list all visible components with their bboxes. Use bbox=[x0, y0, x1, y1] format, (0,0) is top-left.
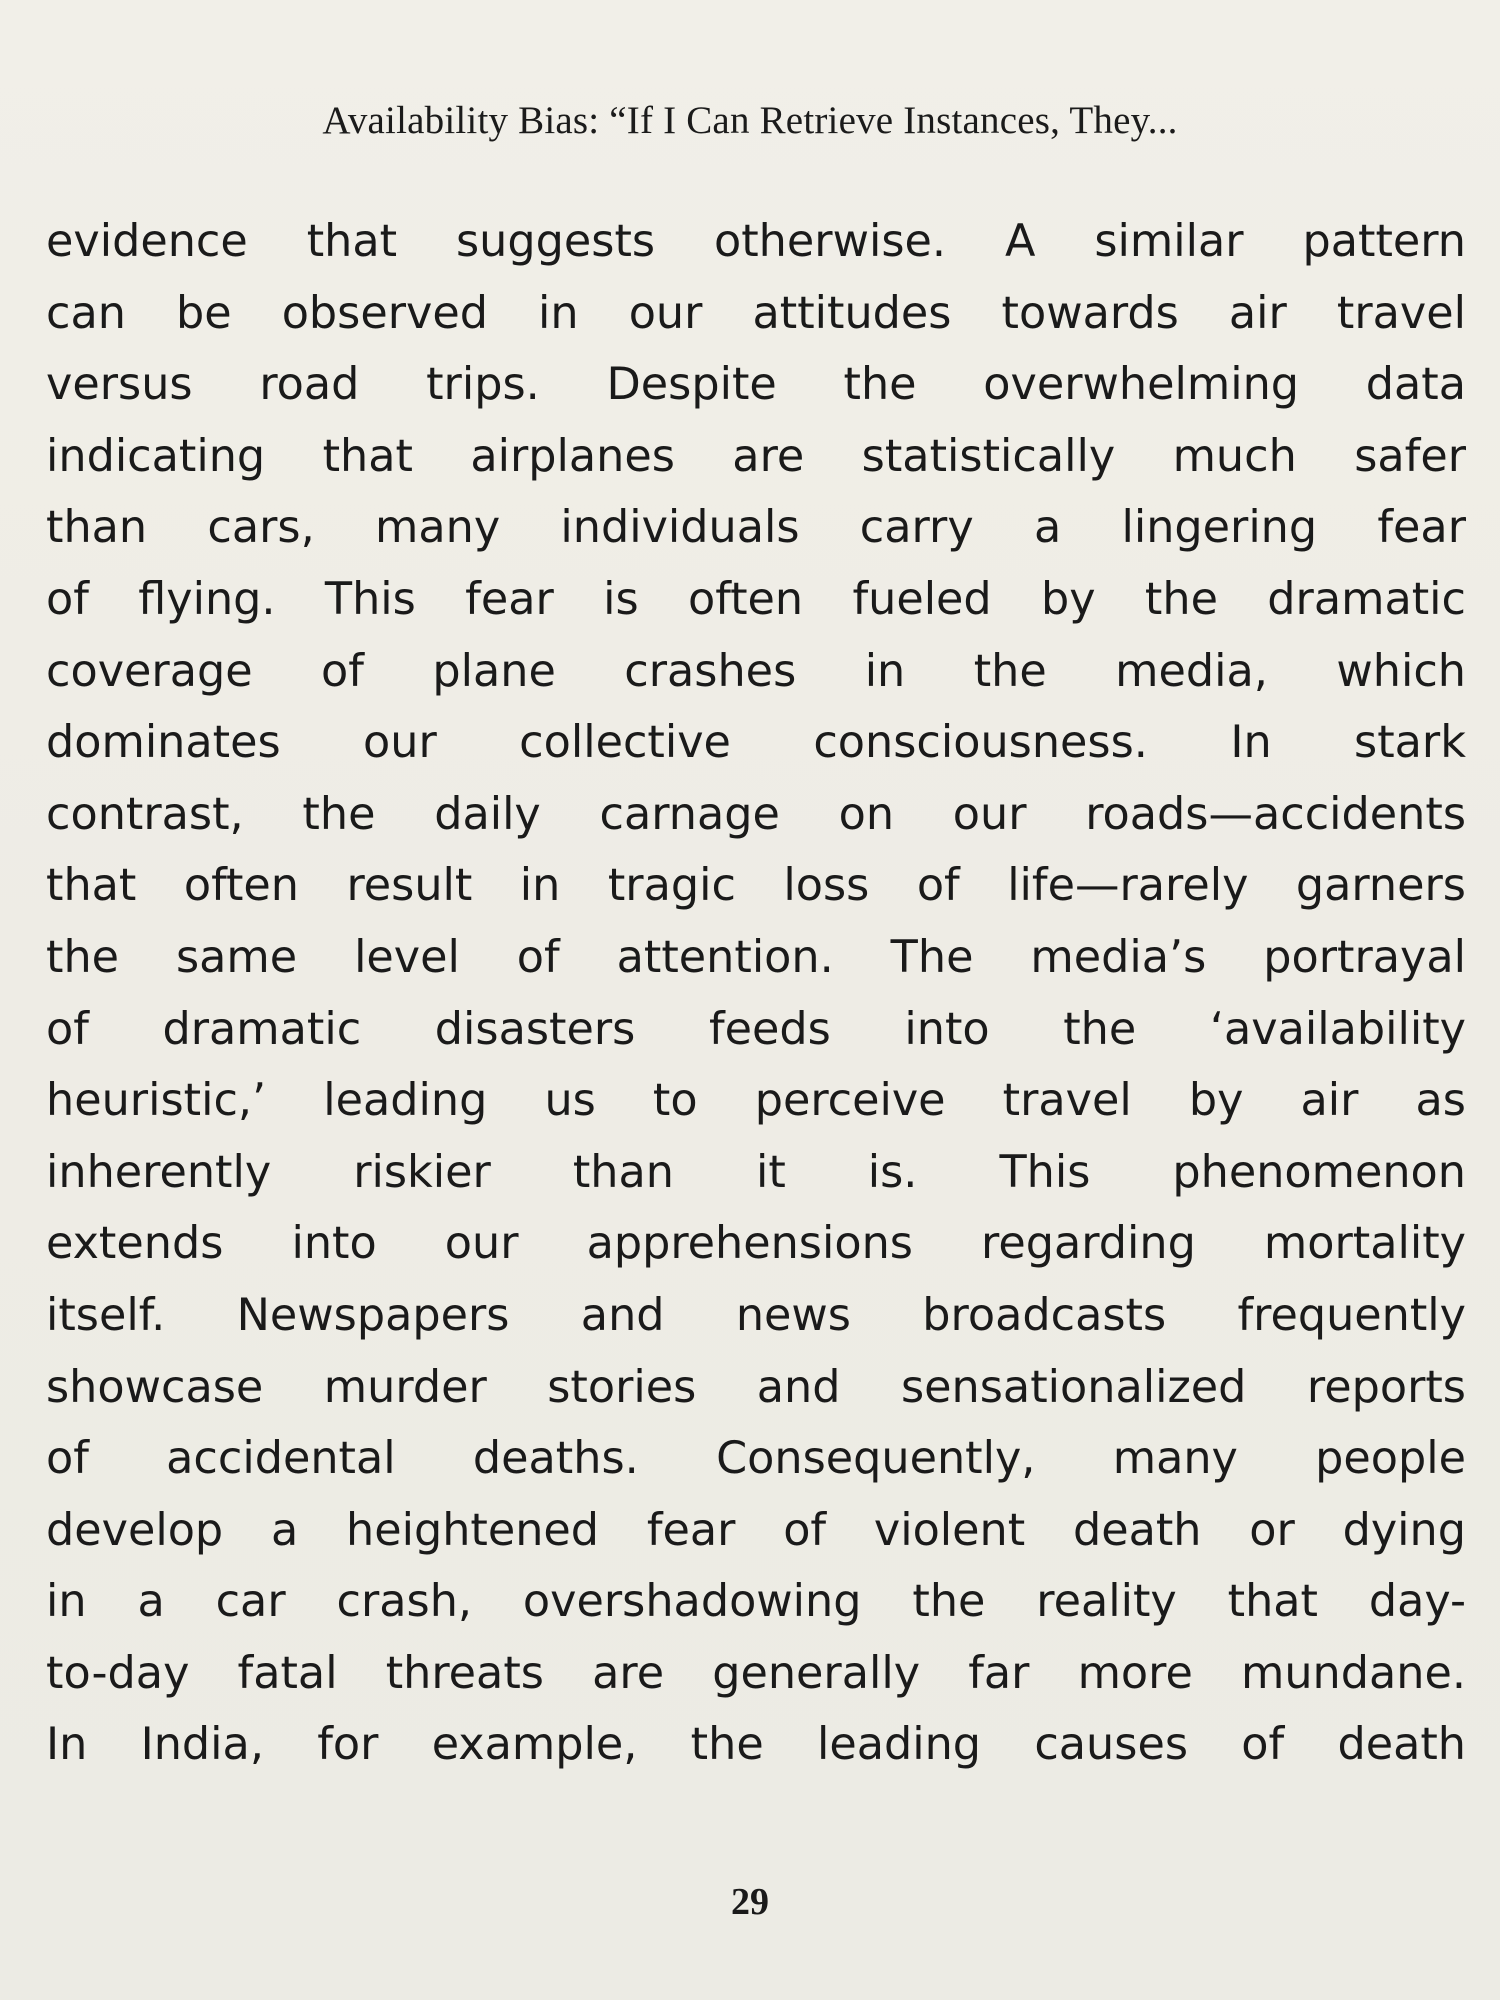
text-line: in a car crash, overshadowing the reality that day- bbox=[46, 1576, 1466, 1628]
text-line: extends into our apprehensions regarding mortality bbox=[46, 1218, 1466, 1270]
text-line: can be observed in our attitudes towards air travel bbox=[46, 287, 1466, 339]
text-line: contrast, the daily carnage on our roads—accidents bbox=[46, 788, 1466, 840]
text-line: dominates our collective consciousness. In stark bbox=[46, 717, 1466, 769]
text-line: of flying. This fear is often fueled by the dramatic bbox=[46, 573, 1466, 625]
page-number: 29 bbox=[731, 1881, 769, 1923]
text-line: In India, for example, the leading causes of death bbox=[46, 1719, 1466, 1771]
text-line: versus road trips. Despite the overwhelming data bbox=[46, 359, 1466, 411]
text-line: of accidental deaths. Consequently, many people bbox=[46, 1433, 1466, 1485]
text-line: coverage of plane crashes in the media, which bbox=[46, 645, 1466, 697]
text-line: than cars, many individuals carry a lingering fear bbox=[46, 502, 1466, 554]
running-head: Availability Bias: “If I Can Retrieve Instances, They... bbox=[322, 99, 1178, 142]
text-line: showcase murder stories and sensationalized reports bbox=[46, 1361, 1466, 1413]
text-line: heuristic,’ leading us to perceive travel by air as bbox=[46, 1075, 1466, 1127]
text-line: inherently riskier than it is. This phenomenon bbox=[46, 1146, 1466, 1198]
text-line: evidence that suggests otherwise. A similar pattern bbox=[46, 216, 1466, 267]
text-line: develop a heightened fear of violent death or dying bbox=[46, 1504, 1466, 1556]
text-line: that often result in tragic loss of life—rarely garners bbox=[46, 860, 1466, 912]
text-line: to-day fatal threats are generally far more mundane. bbox=[46, 1647, 1466, 1699]
text-line: indicating that airplanes are statistically much safer bbox=[46, 430, 1466, 482]
text-line: itself. Newspapers and news broadcasts frequently bbox=[46, 1289, 1466, 1341]
body-paragraph bbox=[46, 206, 1466, 1781]
text-line: of dramatic disasters feeds into the ‘availability bbox=[46, 1003, 1466, 1055]
text-line: the same level of attention. The media’s portrayal bbox=[46, 931, 1466, 983]
